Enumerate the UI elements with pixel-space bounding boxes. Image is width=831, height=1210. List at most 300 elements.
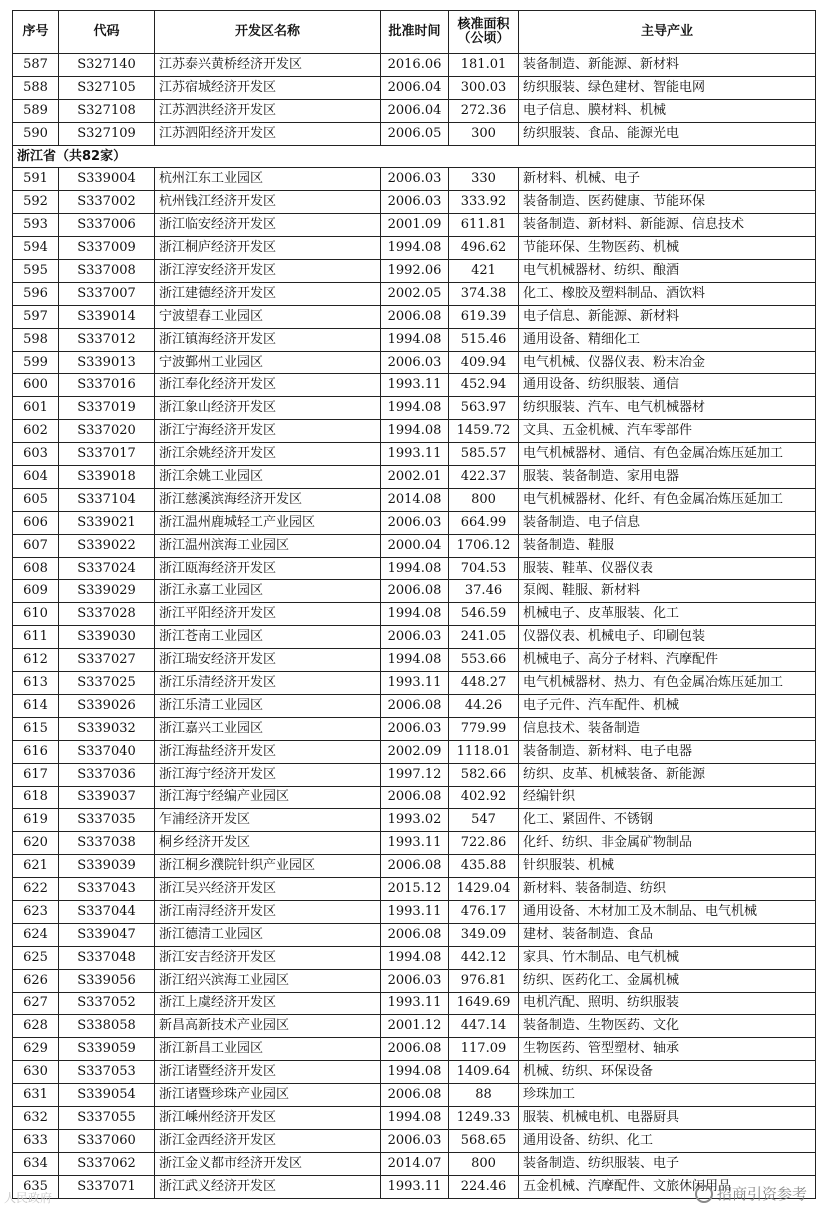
table-row xyxy=(13,511,816,534)
cell-code: S337055 xyxy=(59,1106,155,1129)
header-date: 批准时间 xyxy=(381,11,449,54)
cell-code: S337038 xyxy=(59,832,155,855)
cell-date: 2006.03 xyxy=(381,511,449,534)
table-row xyxy=(13,900,816,923)
cell-industry: 泵阀、鞋服、新材料 xyxy=(519,580,816,603)
cell-code: S339047 xyxy=(59,923,155,946)
province-row xyxy=(13,145,816,168)
table-row xyxy=(13,969,816,992)
header-industry: 主导产业 xyxy=(519,11,816,54)
cell-name: 浙江海宁经济开发区 xyxy=(155,763,381,786)
cell-date: 2001.12 xyxy=(381,1015,449,1038)
cell-name: 乍浦经济开发区 xyxy=(155,809,381,832)
cell-date: 1994.08 xyxy=(381,1106,449,1129)
cell-name: 浙江上虞经济开发区 xyxy=(155,992,381,1015)
watermark-left: 人民政府 xyxy=(4,1191,53,1205)
cell-date: 1994.08 xyxy=(381,237,449,260)
cell-name: 浙江绍兴滨海工业园区 xyxy=(155,969,381,992)
table-row xyxy=(13,443,816,466)
cell-industry: 电气机械器材、通信、有色金属冶炼压延加工 xyxy=(519,443,816,466)
cell-area: 800 xyxy=(449,1152,519,1175)
table-row xyxy=(13,878,816,901)
cell-area: 300 xyxy=(449,122,519,145)
cell-date: 1993.02 xyxy=(381,809,449,832)
cell-code: S337053 xyxy=(59,1061,155,1084)
cell-name: 杭州钱江经济开发区 xyxy=(155,191,381,214)
cell-num: 594 xyxy=(13,237,59,260)
cell-num: 623 xyxy=(13,900,59,923)
table-row xyxy=(13,580,816,603)
cell-date: 2006.08 xyxy=(381,855,449,878)
cell-area: 224.46 xyxy=(449,1175,519,1198)
cell-name: 浙江象山经济开发区 xyxy=(155,397,381,420)
cell-industry: 电气机械器材、纺织、酿酒 xyxy=(519,260,816,283)
cell-code: S339026 xyxy=(59,694,155,717)
cell-date: 1994.08 xyxy=(381,328,449,351)
cell-area: 476.17 xyxy=(449,900,519,923)
cell-code: S339013 xyxy=(59,351,155,374)
cell-date: 1994.08 xyxy=(381,397,449,420)
cell-date: 2000.04 xyxy=(381,534,449,557)
cell-industry: 纺织服装、食品、能源光电 xyxy=(519,122,816,145)
cell-industry: 通用设备、纺织服装、通信 xyxy=(519,374,816,397)
cell-area: 272.36 xyxy=(449,99,519,122)
cell-date: 1993.11 xyxy=(381,900,449,923)
cell-num: 627 xyxy=(13,992,59,1015)
cell-code: S339014 xyxy=(59,305,155,328)
cell-area: 563.97 xyxy=(449,397,519,420)
cell-industry: 电气机械、仪器仪表、粉末冶金 xyxy=(519,351,816,374)
cell-num: 620 xyxy=(13,832,59,855)
cell-date: 2006.04 xyxy=(381,76,449,99)
cell-name: 江苏泰兴黄桥经济开发区 xyxy=(155,54,381,77)
cell-area: 704.53 xyxy=(449,557,519,580)
cell-area: 1118.01 xyxy=(449,740,519,763)
table-header-row xyxy=(13,11,816,54)
table-row xyxy=(13,1106,816,1129)
cell-code: S339018 xyxy=(59,466,155,489)
table-row xyxy=(13,76,816,99)
cell-name: 浙江奉化经济开发区 xyxy=(155,374,381,397)
cell-area: 553.66 xyxy=(449,649,519,672)
cell-area: 546.59 xyxy=(449,603,519,626)
cell-num: 621 xyxy=(13,855,59,878)
cell-date: 1993.11 xyxy=(381,992,449,1015)
cell-area: 333.92 xyxy=(449,191,519,214)
cell-name: 浙江桐庐经济开发区 xyxy=(155,237,381,260)
cell-name: 浙江嘉兴工业园区 xyxy=(155,717,381,740)
cell-name: 浙江建德经济开发区 xyxy=(155,282,381,305)
cell-name: 浙江吴兴经济开发区 xyxy=(155,878,381,901)
cell-num: 633 xyxy=(13,1129,59,1152)
cell-name: 江苏泗阳经济开发区 xyxy=(155,122,381,145)
cell-area: 779.99 xyxy=(449,717,519,740)
table-row xyxy=(13,763,816,786)
cell-date: 2006.08 xyxy=(381,580,449,603)
cell-name: 浙江乐清工业园区 xyxy=(155,694,381,717)
cell-num: 596 xyxy=(13,282,59,305)
cell-name: 浙江临安经济开发区 xyxy=(155,214,381,237)
cell-code: S339039 xyxy=(59,855,155,878)
cell-date: 2006.08 xyxy=(381,1038,449,1061)
cell-industry: 纺织、医药化工、金属机械 xyxy=(519,969,816,992)
cell-date: 2006.03 xyxy=(381,717,449,740)
cell-area: 402.92 xyxy=(449,786,519,809)
cell-num: 593 xyxy=(13,214,59,237)
cell-num: 604 xyxy=(13,466,59,489)
cell-code: S337024 xyxy=(59,557,155,580)
table-row xyxy=(13,1129,816,1152)
cell-code: S337007 xyxy=(59,282,155,305)
cell-area: 241.05 xyxy=(449,626,519,649)
table-row xyxy=(13,466,816,489)
cell-area: 1706.12 xyxy=(449,534,519,557)
cell-area: 422.37 xyxy=(449,466,519,489)
watermark-right xyxy=(695,1183,807,1204)
cell-code: S339059 xyxy=(59,1038,155,1061)
cell-name: 浙江德清工业园区 xyxy=(155,923,381,946)
cell-name: 浙江武义经济开发区 xyxy=(155,1175,381,1198)
table-row xyxy=(13,649,816,672)
cell-num: 607 xyxy=(13,534,59,557)
cell-industry: 装备制造、生物医药、文化 xyxy=(519,1015,816,1038)
cell-name: 浙江南浔经济开发区 xyxy=(155,900,381,923)
cell-num: 587 xyxy=(13,54,59,77)
cell-name: 浙江永嘉工业园区 xyxy=(155,580,381,603)
cell-code: S337016 xyxy=(59,374,155,397)
cell-code: S337009 xyxy=(59,237,155,260)
cell-industry: 电气机械器材、热力、有色金属冶炼压延加工 xyxy=(519,672,816,695)
cell-area: 619.39 xyxy=(449,305,519,328)
cell-code: S337019 xyxy=(59,397,155,420)
cell-name: 浙江宁海经济开发区 xyxy=(155,420,381,443)
cell-name: 浙江新昌工业园区 xyxy=(155,1038,381,1061)
cell-code: S337052 xyxy=(59,992,155,1015)
cell-num: 601 xyxy=(13,397,59,420)
table-row xyxy=(13,1152,816,1175)
cell-num: 592 xyxy=(13,191,59,214)
cell-name: 浙江乐清经济开发区 xyxy=(155,672,381,695)
cell-area: 88 xyxy=(449,1084,519,1107)
cell-area: 664.99 xyxy=(449,511,519,534)
cell-num: 626 xyxy=(13,969,59,992)
cell-date: 2006.08 xyxy=(381,1084,449,1107)
cell-code: S337027 xyxy=(59,649,155,672)
cell-industry: 仪器仪表、机械电子、印刷包装 xyxy=(519,626,816,649)
table-row xyxy=(13,832,816,855)
table-row xyxy=(13,1061,816,1084)
cell-area: 582.66 xyxy=(449,763,519,786)
header-name: 开发区名称 xyxy=(155,11,381,54)
cell-industry: 电气机械器材、化纤、有色金属冶炼压延加工 xyxy=(519,488,816,511)
table-row xyxy=(13,260,816,283)
cell-name: 杭州江东工业园区 xyxy=(155,168,381,191)
cell-date: 2002.05 xyxy=(381,282,449,305)
cell-area: 442.12 xyxy=(449,946,519,969)
cell-date: 2015.12 xyxy=(381,878,449,901)
cell-name: 江苏宿城经济开发区 xyxy=(155,76,381,99)
cell-name: 浙江瑞安经济开发区 xyxy=(155,649,381,672)
cell-date: 2006.03 xyxy=(381,191,449,214)
cell-area: 300.03 xyxy=(449,76,519,99)
cell-num: 622 xyxy=(13,878,59,901)
cell-industry: 文具、五金机械、汽车零部件 xyxy=(519,420,816,443)
cell-date: 2006.03 xyxy=(381,626,449,649)
cell-area: 1459.72 xyxy=(449,420,519,443)
table-row xyxy=(13,99,816,122)
cell-code: S337017 xyxy=(59,443,155,466)
cell-code: S337104 xyxy=(59,488,155,511)
cell-date: 2006.04 xyxy=(381,99,449,122)
cell-area: 1429.04 xyxy=(449,878,519,901)
cell-date: 2006.08 xyxy=(381,923,449,946)
cell-date: 2006.03 xyxy=(381,351,449,374)
table-row xyxy=(13,626,816,649)
cell-name: 浙江嵊州经济开发区 xyxy=(155,1106,381,1129)
cell-name: 宁波鄞州工业园区 xyxy=(155,351,381,374)
cell-area: 515.46 xyxy=(449,328,519,351)
cell-code: S337062 xyxy=(59,1152,155,1175)
cell-date: 1992.06 xyxy=(381,260,449,283)
cell-name: 浙江海盐经济开发区 xyxy=(155,740,381,763)
table-row xyxy=(13,54,816,77)
cell-code: S339030 xyxy=(59,626,155,649)
table-row xyxy=(13,168,816,191)
cell-date: 2014.07 xyxy=(381,1152,449,1175)
cell-area: 568.65 xyxy=(449,1129,519,1152)
cell-industry: 机械电子、高分子材料、汽摩配件 xyxy=(519,649,816,672)
wechat-icon xyxy=(695,1185,713,1203)
cell-num: 611 xyxy=(13,626,59,649)
table-row xyxy=(13,717,816,740)
cell-date: 1994.08 xyxy=(381,603,449,626)
cell-area: 448.27 xyxy=(449,672,519,695)
table-row xyxy=(13,672,816,695)
cell-area: 1649.69 xyxy=(449,992,519,1015)
table-row xyxy=(13,557,816,580)
cell-area: 722.86 xyxy=(449,832,519,855)
header-area-line1: 核准面积 xyxy=(457,17,510,32)
cell-code: S339029 xyxy=(59,580,155,603)
cell-industry: 装备制造、新材料、电子电器 xyxy=(519,740,816,763)
header-area-line2: （公顷） xyxy=(457,31,510,46)
cell-code: S337028 xyxy=(59,603,155,626)
cell-area: 447.14 xyxy=(449,1015,519,1038)
cell-num: 610 xyxy=(13,603,59,626)
table-row xyxy=(13,282,816,305)
cell-date: 1994.08 xyxy=(381,1061,449,1084)
cell-code: S339004 xyxy=(59,168,155,191)
header-num: 序号 xyxy=(13,11,59,54)
table-row xyxy=(13,237,816,260)
table-row xyxy=(13,740,816,763)
cell-code: S339021 xyxy=(59,511,155,534)
cell-area: 585.57 xyxy=(449,443,519,466)
table-row xyxy=(13,420,816,443)
cell-industry: 建材、装备制造、食品 xyxy=(519,923,816,946)
table-row xyxy=(13,191,816,214)
cell-industry: 装备制造、新材料、新能源、信息技术 xyxy=(519,214,816,237)
cell-code: S327109 xyxy=(59,122,155,145)
table-row xyxy=(13,946,816,969)
cell-date: 1994.08 xyxy=(381,946,449,969)
watermark-text: 招商引资参考 xyxy=(716,1185,807,1203)
cell-industry: 通用设备、纺织、化工 xyxy=(519,1129,816,1152)
cell-num: 595 xyxy=(13,260,59,283)
cell-num: 631 xyxy=(13,1084,59,1107)
cell-num: 598 xyxy=(13,328,59,351)
cell-date: 1994.08 xyxy=(381,649,449,672)
cell-name: 浙江海宁经编产业园区 xyxy=(155,786,381,809)
cell-industry: 五金机械、汽摩配件、文旅休闲用品 xyxy=(519,1175,816,1198)
cell-industry: 服装、机械电机、电器厨具 xyxy=(519,1106,816,1129)
cell-industry: 生物医药、管型塑材、轴承 xyxy=(519,1038,816,1061)
cell-num: 628 xyxy=(13,1015,59,1038)
cell-num: 605 xyxy=(13,488,59,511)
cell-name: 浙江诸暨经济开发区 xyxy=(155,1061,381,1084)
cell-date: 2016.06 xyxy=(381,54,449,77)
cell-name: 浙江淳安经济开发区 xyxy=(155,260,381,283)
cell-date: 2001.09 xyxy=(381,214,449,237)
cell-name: 浙江诸暨珍珠产业园区 xyxy=(155,1084,381,1107)
cell-code: S337040 xyxy=(59,740,155,763)
cell-industry: 电子信息、新能源、新材料 xyxy=(519,305,816,328)
cell-area: 1409.64 xyxy=(449,1061,519,1084)
cell-num: 590 xyxy=(13,122,59,145)
cell-area: 117.09 xyxy=(449,1038,519,1061)
cell-industry: 纺织服装、汽车、电气机械器材 xyxy=(519,397,816,420)
cell-num: 612 xyxy=(13,649,59,672)
cell-industry: 信息技术、装备制造 xyxy=(519,717,816,740)
cell-num: 608 xyxy=(13,557,59,580)
cell-name: 宁波望春工业园区 xyxy=(155,305,381,328)
cell-num: 599 xyxy=(13,351,59,374)
header-area xyxy=(449,11,519,54)
cell-industry: 化工、紧固件、不锈钢 xyxy=(519,809,816,832)
table-row xyxy=(13,694,816,717)
cell-area: 349.09 xyxy=(449,923,519,946)
cell-industry: 装备制造、鞋服 xyxy=(519,534,816,557)
cell-name: 浙江余姚经济开发区 xyxy=(155,443,381,466)
cell-area: 435.88 xyxy=(449,855,519,878)
cell-date: 1994.08 xyxy=(381,557,449,580)
cell-num: 613 xyxy=(13,672,59,695)
cell-code: S327105 xyxy=(59,76,155,99)
cell-industry: 装备制造、医药健康、节能环保 xyxy=(519,191,816,214)
cell-num: 600 xyxy=(13,374,59,397)
cell-date: 1993.11 xyxy=(381,1175,449,1198)
cell-industry: 纺织服装、绿色建材、智能电网 xyxy=(519,76,816,99)
cell-industry: 纺织、皮革、机械装备、新能源 xyxy=(519,763,816,786)
cell-industry: 通用设备、精细化工 xyxy=(519,328,816,351)
cell-industry: 新材料、机械、电子 xyxy=(519,168,816,191)
table-row xyxy=(13,786,816,809)
cell-code: S337020 xyxy=(59,420,155,443)
cell-num: 588 xyxy=(13,76,59,99)
table-row xyxy=(13,122,816,145)
cell-area: 547 xyxy=(449,809,519,832)
cell-date: 2002.09 xyxy=(381,740,449,763)
cell-industry: 电子信息、膜材料、机械 xyxy=(519,99,816,122)
cell-name: 浙江温州滨海工业园区 xyxy=(155,534,381,557)
cell-date: 2006.08 xyxy=(381,786,449,809)
table-row xyxy=(13,1015,816,1038)
cell-industry: 装备制造、纺织服装、电子 xyxy=(519,1152,816,1175)
cell-code: S337071 xyxy=(59,1175,155,1198)
cell-num: 635 xyxy=(13,1175,59,1198)
cell-name: 浙江安吉经济开发区 xyxy=(155,946,381,969)
cell-area: 44.26 xyxy=(449,694,519,717)
cell-date: 2006.08 xyxy=(381,305,449,328)
cell-num: 602 xyxy=(13,420,59,443)
cell-num: 630 xyxy=(13,1061,59,1084)
cell-date: 1993.11 xyxy=(381,672,449,695)
cell-num: 591 xyxy=(13,168,59,191)
cell-num: 616 xyxy=(13,740,59,763)
table-row xyxy=(13,374,816,397)
cell-name: 浙江苍南工业园区 xyxy=(155,626,381,649)
cell-code: S327140 xyxy=(59,54,155,77)
cell-num: 618 xyxy=(13,786,59,809)
cell-area: 37.46 xyxy=(449,580,519,603)
cell-industry: 机械、纺织、环保设备 xyxy=(519,1061,816,1084)
cell-date: 1993.11 xyxy=(381,443,449,466)
cell-area: 800 xyxy=(449,488,519,511)
cell-industry: 通用设备、木材加工及木制品、电气机械 xyxy=(519,900,816,923)
table-row xyxy=(13,534,816,557)
table-row xyxy=(13,1038,816,1061)
cell-code: S337002 xyxy=(59,191,155,214)
cell-code: S339032 xyxy=(59,717,155,740)
cell-area: 181.01 xyxy=(449,54,519,77)
cell-num: 617 xyxy=(13,763,59,786)
development-zone-table xyxy=(12,10,816,1199)
cell-code: S337043 xyxy=(59,878,155,901)
cell-industry: 珍珠加工 xyxy=(519,1084,816,1107)
cell-num: 625 xyxy=(13,946,59,969)
cell-name: 浙江桐乡濮院针织产业园区 xyxy=(155,855,381,878)
table-row xyxy=(13,992,816,1015)
table-row xyxy=(13,603,816,626)
cell-code: S339037 xyxy=(59,786,155,809)
cell-code: S337048 xyxy=(59,946,155,969)
cell-code: S337060 xyxy=(59,1129,155,1152)
cell-name: 浙江平阳经济开发区 xyxy=(155,603,381,626)
cell-date: 2006.08 xyxy=(381,694,449,717)
cell-num: 615 xyxy=(13,717,59,740)
cell-code: S339054 xyxy=(59,1084,155,1107)
cell-code: S337044 xyxy=(59,900,155,923)
cell-name: 江苏泗洪经济开发区 xyxy=(155,99,381,122)
cell-num: 632 xyxy=(13,1106,59,1129)
cell-industry: 电子元件、汽车配件、机械 xyxy=(519,694,816,717)
table-row xyxy=(13,488,816,511)
cell-name: 浙江金西经济开发区 xyxy=(155,1129,381,1152)
cell-date: 1997.12 xyxy=(381,763,449,786)
cell-industry: 服装、鞋革、仪器仪表 xyxy=(519,557,816,580)
cell-area: 409.94 xyxy=(449,351,519,374)
cell-area: 1249.33 xyxy=(449,1106,519,1129)
table-row xyxy=(13,1084,816,1107)
cell-industry: 电机汽配、照明、纺织服装 xyxy=(519,992,816,1015)
cell-industry: 装备制造、新能源、新材料 xyxy=(519,54,816,77)
cell-num: 606 xyxy=(13,511,59,534)
cell-code: S337008 xyxy=(59,260,155,283)
cell-date: 2006.05 xyxy=(381,122,449,145)
table-body xyxy=(13,54,816,1199)
cell-date: 2006.03 xyxy=(381,168,449,191)
cell-date: 2002.01 xyxy=(381,466,449,489)
